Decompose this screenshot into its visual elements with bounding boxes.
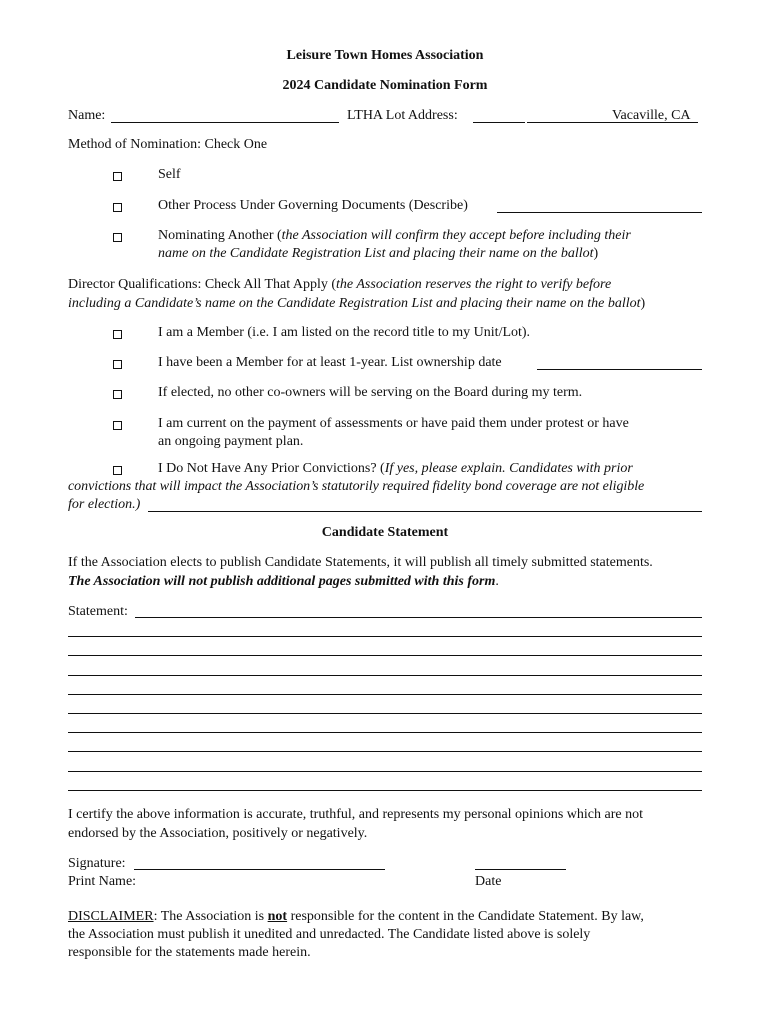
certify-text: I certify the above information is accurate, truthful, and represents my personal opinions which are not: [68, 807, 643, 822]
statement-line[interactable]: [135, 617, 702, 618]
qualifications-heading-cont: including a Candidate’s name on the Candidate Registration List and placing their name on the ballot): [68, 296, 646, 311]
assessments-label-cont: an ongoing payment plan.: [158, 434, 304, 449]
statement-line[interactable]: [68, 636, 702, 637]
other-process-field[interactable]: [497, 212, 702, 213]
statement-line[interactable]: [68, 790, 702, 791]
name-label: Name:: [68, 108, 106, 123]
statement-line[interactable]: [68, 694, 702, 695]
statement-line[interactable]: [68, 655, 702, 656]
no-co-owners-checkbox[interactable]: [113, 390, 122, 399]
statement-line[interactable]: [68, 732, 702, 733]
disclaimer-text-cont: the Association must publish it unedited and unredacted. The Candidate listed above is solely: [68, 927, 591, 942]
no-convictions-label-cont: convictions that will impact the Association’s statutorily required fidelity bond coverage are not eligible: [68, 479, 645, 494]
certify-text-cont: endorsed by the Association, positively or negatively.: [68, 826, 368, 841]
other-process-label: Other Process Under Governing Documents (Describe): [158, 198, 468, 213]
form-title: 2024 Candidate Nomination Form: [282, 78, 488, 93]
nominating-another-label-cont: name on the Candidate Registration List and placing their name on the ballot): [158, 246, 599, 261]
statement-line[interactable]: [68, 751, 702, 752]
lot-number-field[interactable]: [473, 122, 525, 123]
no-co-owners-label: If elected, no other co-owners will be serving on the Board during my term.: [158, 385, 583, 400]
nominating-another-checkbox[interactable]: [113, 233, 122, 242]
statement-intro: If the Association elects to publish Candidate Statements, it will publish all timely submitted statements.: [68, 555, 653, 570]
nominating-another-label: Nominating Another (the Association will confirm they accept before including their: [158, 228, 631, 243]
signature-label: Signature:: [68, 856, 126, 871]
convictions-explanation-field[interactable]: [148, 511, 702, 512]
no-convictions-label-end: for election.): [68, 497, 141, 512]
name-field[interactable]: [111, 122, 339, 123]
date-label: Date: [475, 874, 502, 889]
org-title: Leisure Town Homes Association: [286, 48, 484, 63]
method-heading: Method of Nomination: Check One: [68, 137, 268, 152]
member-one-year-label: I have been a Member for at least 1-year. List ownership date: [158, 355, 502, 370]
print-name-label: Print Name:: [68, 874, 137, 889]
date-field[interactable]: [475, 869, 566, 870]
other-process-checkbox[interactable]: [113, 203, 122, 212]
self-option-label: Self: [158, 167, 181, 182]
assessments-label: I am current on the payment of assessments or have paid them under protest or have: [158, 416, 629, 431]
disclaimer-text: DISCLAIMER: The Association is not responsible for the content in the Candidate Statement. By law,: [68, 909, 644, 924]
statement-line[interactable]: [68, 713, 702, 714]
assessments-checkbox[interactable]: [113, 421, 122, 430]
statement-notice: The Association will not publish additional pages submitted with this form.: [68, 574, 499, 589]
disclaimer-text-end: responsible for the statements made herein.: [68, 945, 311, 960]
statement-heading: Candidate Statement: [321, 525, 449, 540]
member-one-year-checkbox[interactable]: [113, 360, 122, 369]
self-checkbox[interactable]: [113, 172, 122, 181]
lot-address-label: LTHA Lot Address:: [347, 108, 458, 123]
signature-field[interactable]: [134, 869, 385, 870]
statement-line[interactable]: [68, 771, 702, 772]
statement-label: Statement:: [68, 604, 128, 619]
member-label: I am a Member (i.e. I am listed on the record title to my Unit/Lot).: [158, 325, 531, 340]
no-convictions-checkbox[interactable]: [113, 466, 122, 475]
statement-line[interactable]: [68, 675, 702, 676]
ownership-date-field[interactable]: [537, 369, 702, 370]
qualifications-heading: Director Qualifications: Check All That Apply (the Association reserves the right to verify before: [68, 277, 612, 292]
city-text: Vacaville, CA: [612, 108, 691, 123]
no-convictions-label: I Do Not Have Any Prior Convictions? (If yes, please explain. Candidates with prior: [158, 461, 633, 476]
member-checkbox[interactable]: [113, 330, 122, 339]
